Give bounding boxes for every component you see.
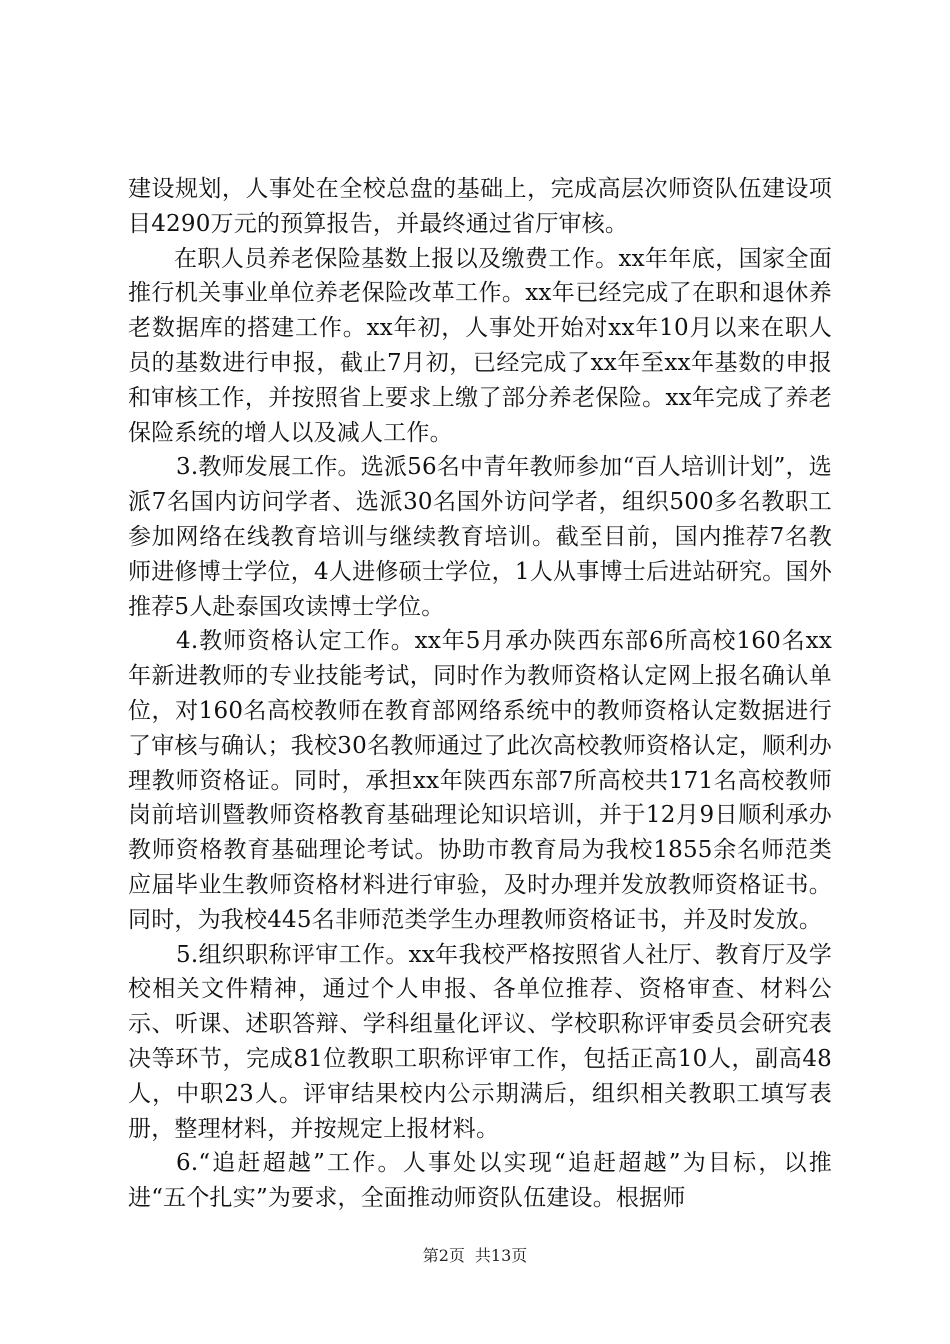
paragraph-pension-insurance: 在职人员养老保险基数上报以及缴费工作。xx年年底，国家全面推行机关事业单位养老保险改革工作。xx年已经完成了在职和退休养老数据库的搭建工作。xx年初，人事处开始对xx年10月以来在职人员的基数进行申报，截止7月初，已经完成了xx年至xx年基数的申报和审核工作，并按照省上要求上缴了部分养老保险。xx年完成了养老保险系统的增人以及减人工作。 — [128, 245, 832, 446]
paragraph-continuation: 建设规划，人事处在全校总盘的基础上，完成高层次师资队伍建设项目4290万元的预算报告，并最终通过省厅审核。 — [128, 176, 832, 237]
paragraph-teacher-development: 3.教师发展工作。选派56名中青年教师参加“百人培训计划”，选派7名国内访问学者、选派30名国外访问学者，组织500多名教职工参加网络在线教育培训与继续教育培训。截至目前，国内推荐7名教师进修博士学位，4人进修硕士学位，1人从事博士后进站研究。国外推荐5人赴泰国攻读博士学位。 — [128, 454, 832, 620]
paragraph-title-evaluation: 5.组织职称评审工作。xx年我校严格按照省人社厅、教育厅及学校相关文件精神，通过个人申报、各单位推荐、资格审查、材料公示、听课、述职答辩、学科组量化评议、学校职称评审委员会研究表决等环节，完成81位教职工职称评审工作，包括正高10人，副高48人，中职23人。评审结果校内公示期满后，组织相关教职工填写表册，整理材料，并按规定上报材料。 — [128, 941, 832, 1142]
page-total: 共13页 — [474, 1246, 528, 1265]
page-number: 第2页 — [422, 1246, 465, 1265]
page-footer — [0, 1243, 950, 1266]
document-body — [128, 172, 832, 1216]
paragraph-catch-up-work: 6.“追赶超越”工作。人事处以实现“追赶超越”为目标，以推进“五个扎实”为要求，全面推动师资队伍建设。根据师 — [128, 1150, 832, 1212]
paragraph-teacher-qualification: 4.教师资格认定工作。xx年5月承办陕西东部6所高校160名xx年新进教师的专业技能考试，同时作为教师资格认定网上报名确认单位，对160名高校教师在教育部网络系统中的教师资格认定数据进行了审核与确认；我校30名教师通过了此次高校教师资格认定，顺利办理教师资格证。同时，承担xx年陕西东部7所高校共171名高校教师岗前培训暨教师资格教育基础理论知识培训，并于12月9日顺利承办教师资格教育基础理论考试。协助市教育局为我校1855余名师范类应届毕业生教师资格材料进行审验，及时办理并发放教师资格证书。同时，为我校445名非师范类学生办理教师资格证书，并及时发放。 — [128, 628, 832, 933]
